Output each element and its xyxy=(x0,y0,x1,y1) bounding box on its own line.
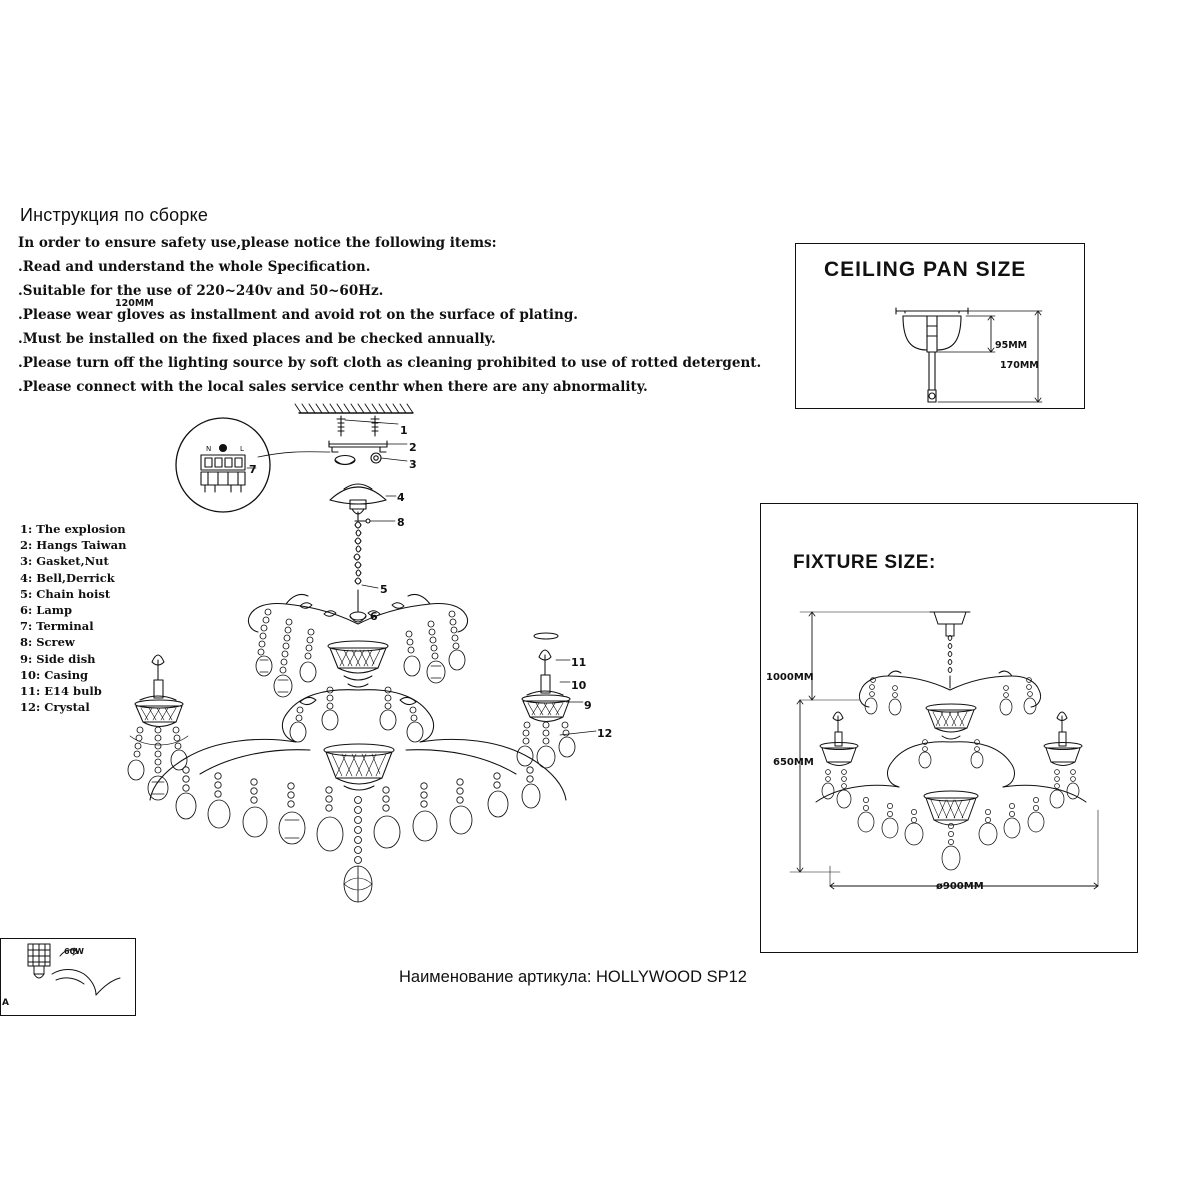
instruction-line: .Suitable for the use of 220~240v and 50~60Hz. xyxy=(18,283,384,299)
legend-item: 9: Side dish xyxy=(20,651,96,666)
legend-item: 1: The explosion xyxy=(20,522,126,536)
instruction-line: In order to ensure safety use,please notice the following items: xyxy=(18,235,497,251)
callout-5: 5 xyxy=(380,583,388,596)
svg-text:N: N xyxy=(206,445,212,453)
warning-letter-label: A xyxy=(2,998,9,1008)
page-title: Инструкция по сборке xyxy=(20,205,209,225)
legend-item: 8: Screw xyxy=(20,635,75,650)
ceiling-pan-height-label: 95MM xyxy=(995,340,1028,351)
legend-item: 4: Bell,Derrick xyxy=(20,570,115,585)
bulb-warning-panel xyxy=(0,938,136,1016)
left-candle-assembly xyxy=(135,655,183,727)
callout-6: 6 xyxy=(370,610,378,623)
instruction-line: .Please wear gloves as installment and avoid rot on the surface of plating. xyxy=(18,307,578,323)
callout-4: 4 xyxy=(397,491,405,504)
callout-9: 9 xyxy=(584,699,592,712)
chain-hoist-icon xyxy=(354,512,378,588)
callout-12: 12 xyxy=(597,727,613,740)
article-name-label: Наименование артикула: HOLLYWOOD SP12 xyxy=(399,968,747,986)
instruction-line: .Please turn off the lighting source by soft cloth as cleaning prohibited to use of rotted detergent. xyxy=(18,355,762,371)
ceiling-hatch-icon xyxy=(295,404,413,413)
ceiling-pan-total-height-label: 170MM xyxy=(1000,360,1039,371)
instruction-line: .Please connect with the local sales service centhr when there are any abnormality. xyxy=(18,379,648,395)
fixture-size-title: FIXTURE SIZE: xyxy=(793,552,936,573)
fixture-height-label: 650MM xyxy=(773,757,814,768)
instruction-line: .Must be installed on the fixed places and be checked annually. xyxy=(18,331,496,347)
callout-3: 3 xyxy=(409,458,417,471)
legend-item: 5: Chain hoist xyxy=(20,586,111,601)
fixture-drop-label: 1000MM xyxy=(766,672,814,683)
callout-7: 7 xyxy=(249,463,257,476)
svg-text:L: L xyxy=(240,445,244,453)
legend-item: 11: E14 bulb xyxy=(20,684,102,699)
chandelier-main-drawing xyxy=(128,590,596,902)
callout-1: 1 xyxy=(400,424,408,437)
callout-11: 11 xyxy=(571,656,587,669)
instruction-line: .Read and understand the whole Specification. xyxy=(18,259,371,275)
bell-derrick-icon xyxy=(330,484,396,514)
legend-item: 6: Lamp xyxy=(20,603,72,618)
legend-item: 3: Gasket,Nut xyxy=(20,554,109,569)
screw-8-icon xyxy=(355,519,395,523)
fixture-diameter-label: ø900MM xyxy=(936,881,984,892)
callout-2: 2 xyxy=(409,441,417,454)
warning-voltage-label: 60W xyxy=(64,947,84,956)
ceiling-pan-width-label: 120MM xyxy=(115,298,154,309)
ceiling-pan-title: CEILING PAN SIZE xyxy=(824,258,1027,281)
legend-item: 10: Casing xyxy=(20,667,89,682)
screw-icon xyxy=(337,416,379,436)
gasket-nut-icon xyxy=(335,453,407,465)
ceiling-pan-size-panel xyxy=(795,243,1085,409)
right-candle-assembly xyxy=(522,633,570,722)
crystal-strands xyxy=(128,609,540,902)
legend-item: 12: Crystal xyxy=(20,700,90,715)
instruction-text-block xyxy=(18,231,762,399)
legend-item: 2: Hangs Taiwan xyxy=(20,538,127,553)
parts-legend xyxy=(20,521,126,715)
callout-8: 8 xyxy=(397,516,405,529)
hanging-bracket-icon xyxy=(329,441,407,452)
callout-10: 10 xyxy=(571,679,587,692)
legend-item: 7: Terminal xyxy=(20,619,94,634)
